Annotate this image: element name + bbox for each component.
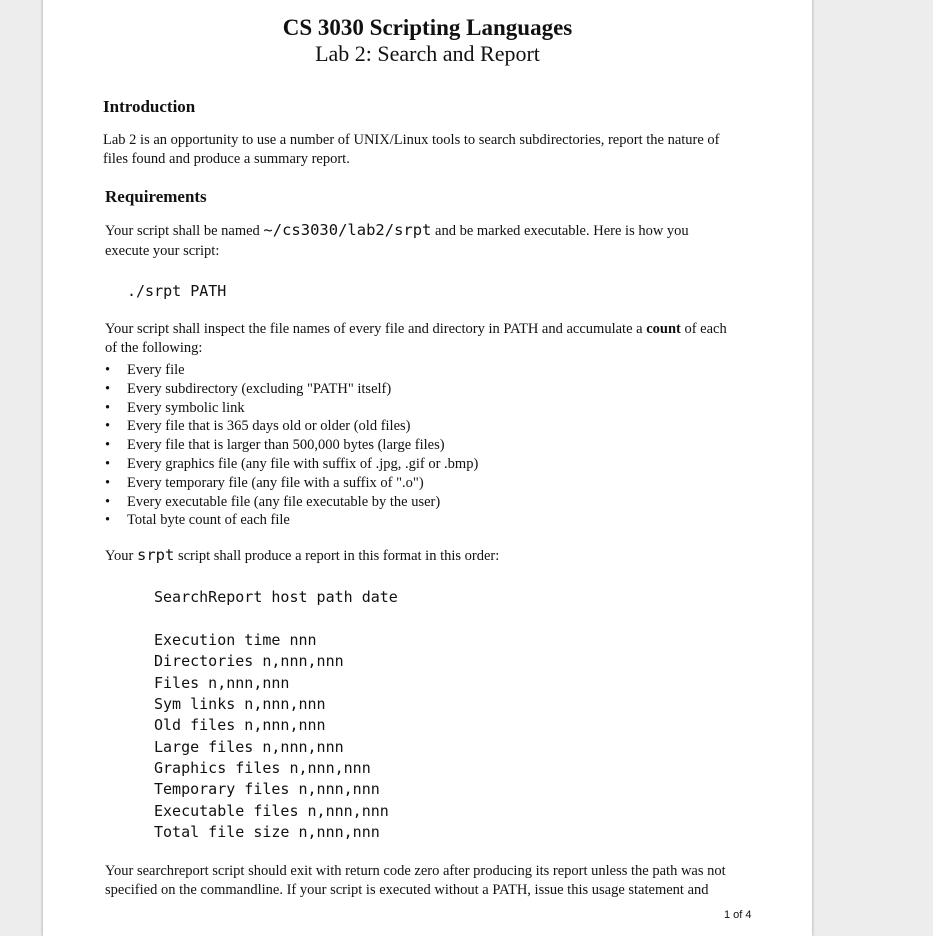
report-line: Directories n,nnn,nnn xyxy=(154,652,344,670)
report-script-name: srpt xyxy=(136,546,175,564)
list-item: • Every symbolic link xyxy=(105,399,478,418)
report-line: Temporary files n,nnn,nnn xyxy=(154,780,380,798)
closing-line-2: specified on the commandline. If your script is executed without a PATH, issue this usage statement and xyxy=(105,882,709,898)
script-name-line-2: execute your script: xyxy=(105,243,220,259)
report-intro-paragraph xyxy=(105,546,760,566)
report-line: Total file size n,nnn,nnn xyxy=(154,823,380,841)
list-item: • Every file xyxy=(105,361,478,380)
list-item: • Every temporary file (any file with a suffix of ".o") xyxy=(105,474,478,493)
list-item: • Every file that is 365 days old or older (old files) xyxy=(105,417,478,436)
inspect-prefix: Your script shall inspect the file names of every file and directory in PATH and accumulate a xyxy=(105,321,647,337)
report-intro-suffix: script shall produce a report in this format in this order: xyxy=(174,548,500,564)
report-header: SearchReport host path date xyxy=(154,588,398,606)
count-list xyxy=(105,361,478,530)
closing-paragraph xyxy=(105,862,760,900)
list-item: • Every file that is larger than 500,000 bytes (large files) xyxy=(105,436,478,455)
list-item: • Every executable file (any file executable by the user) xyxy=(105,493,478,512)
requirements-heading: Requirements xyxy=(105,187,207,206)
intro-line-1: Lab 2 is an opportunity to use a number of UNIX/Linux tools to search subdirectories, report the nature of xyxy=(103,132,720,148)
script-path: ~/cs3030/lab2/srpt xyxy=(263,221,432,239)
inspect-line-2: of the following: xyxy=(105,340,203,356)
list-item: • Every subdirectory (excluding "PATH" itself) xyxy=(105,380,478,399)
page-number-indicator: 1 of 4 xyxy=(724,909,752,921)
inspect-bold: count xyxy=(646,321,681,337)
document-page xyxy=(43,0,812,936)
report-intro-prefix: Your xyxy=(105,548,137,564)
intro-line-2: files found and produce a summary report. xyxy=(103,151,350,167)
inspect-suffix: of each xyxy=(680,321,727,337)
script-name-prefix: Your script shall be named xyxy=(105,223,264,239)
report-line: Execution time nnn xyxy=(154,631,317,649)
report-line: Files n,nnn,nnn xyxy=(154,674,290,692)
script-name-paragraph xyxy=(105,220,760,261)
introduction-paragraph xyxy=(103,131,758,169)
report-line: Large files n,nnn,nnn xyxy=(154,738,344,756)
report-line: Executable files n,nnn,nnn xyxy=(154,802,389,820)
report-line: Sym links n,nnn,nnn xyxy=(154,695,326,713)
report-line: Old files n,nnn,nnn xyxy=(154,716,326,734)
inspect-paragraph xyxy=(105,320,760,358)
list-item: • Every graphics file (any file with suffix of .jpg, .gif or .bmp) xyxy=(105,455,478,474)
document-subtitle: Lab 2: Search and Report xyxy=(315,41,540,66)
introduction-heading: Introduction xyxy=(103,97,196,116)
script-name-suffix: and be marked executable. Here is how you xyxy=(431,223,689,239)
document-title: CS 3030 Scripting Languages xyxy=(282,15,573,40)
closing-line-1: Your searchreport script should exit with return code zero after producing its report unless the path was not xyxy=(105,863,726,879)
usage-example: ./srpt PATH xyxy=(127,282,227,300)
list-item: • Total byte count of each file xyxy=(105,511,478,530)
report-line: Graphics files n,nnn,nnn xyxy=(154,759,371,777)
